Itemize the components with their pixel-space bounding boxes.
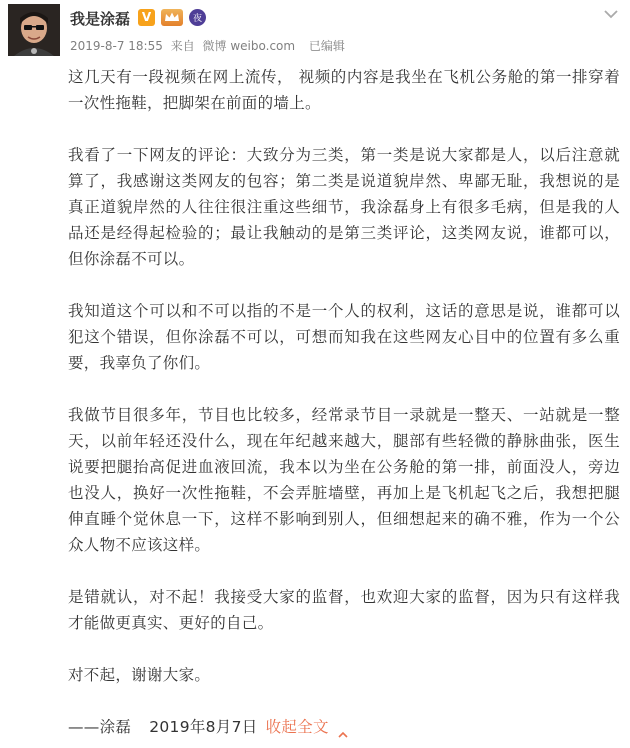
author-name[interactable]: 我是涂磊 (70, 10, 131, 28)
chevron-down-icon[interactable] (602, 6, 620, 20)
sign-date: 2019年8月7日 (149, 718, 258, 736)
post-paragraph: 是错就认，对不起！我接受大家的监督，也欢迎大家的监督，因为只有这样我才能做更真实、更好的自己。 (68, 588, 620, 632)
post-timestamp[interactable]: 2019-8-7 18:55 (70, 39, 163, 53)
avatar-photo (8, 4, 60, 56)
post-paragraph: 这几天有一段视频在网上流传， 视频的内容是我坐在飞机公务舱的第一排穿着一次性拖鞋，把脚架在前面的墙上。 (68, 68, 620, 112)
avatar[interactable] (8, 4, 60, 56)
verified-v-icon[interactable]: V (138, 9, 155, 26)
level-badge-icon[interactable]: 夜 (189, 9, 206, 26)
edited-label[interactable]: 已编辑 (308, 39, 345, 53)
post-paragraph: 我知道这个可以和不可以指的不是一个人的权利，这话的意思是说，谁都可以犯这个错误，但你涂磊不可以，可想而知我在这些网友心目中的位置有多么重要，我辜负了你们。 (68, 302, 620, 372)
chevron-up-icon[interactable] (337, 722, 349, 732)
source-prefix: 来自 (170, 39, 195, 53)
post-meta (70, 37, 349, 54)
badge-group (138, 8, 206, 26)
post-paragraph: 对不起，谢谢大家。 (68, 666, 211, 684)
collapse-button[interactable]: 收起全文 (265, 718, 329, 736)
post-signature-line (68, 714, 620, 740)
source-link[interactable]: 微博 weibo.com (202, 39, 296, 53)
vip-crown-icon[interactable] (161, 9, 183, 26)
post-header (0, 0, 630, 60)
post-paragraph: 我做节目很多年，节目也比较多，经常录节目一录就是一整天、一站就是一整天，以前年轻还没什么，现在年纪越来越大，腿部有些轻微的静脉曲张，医生说要把腿抬高促进血液回流，我本以为坐在公务舱的第一排，前面没人，旁边也没人，换好一次性拖鞋，不会弄脏墙壁，再加上是飞机起飞之后，我想把腿伸直睡个觉休息一下，这样不影响到别人，但细想起来的确不雅，作为一个公众人物不应该这样。 (68, 406, 620, 554)
signature: ——涂磊 (68, 718, 132, 736)
post-body (68, 64, 620, 740)
post-paragraph: 我看了一下网友的评论：大致分为三类，第一类是说大家都是人，以后注意就算了，我感谢这类网友的包容；第二类是说道貌岸然、卑鄙无耻，我想说的是真正道貌岸然的人往往很注重这些细节，我涂磊身上有很多毛病，但是我的人品还是经得起检验的；最让我触动的是第三类评论，这类网友说，谁都可以，但你涂磊不可以。 (68, 146, 620, 268)
